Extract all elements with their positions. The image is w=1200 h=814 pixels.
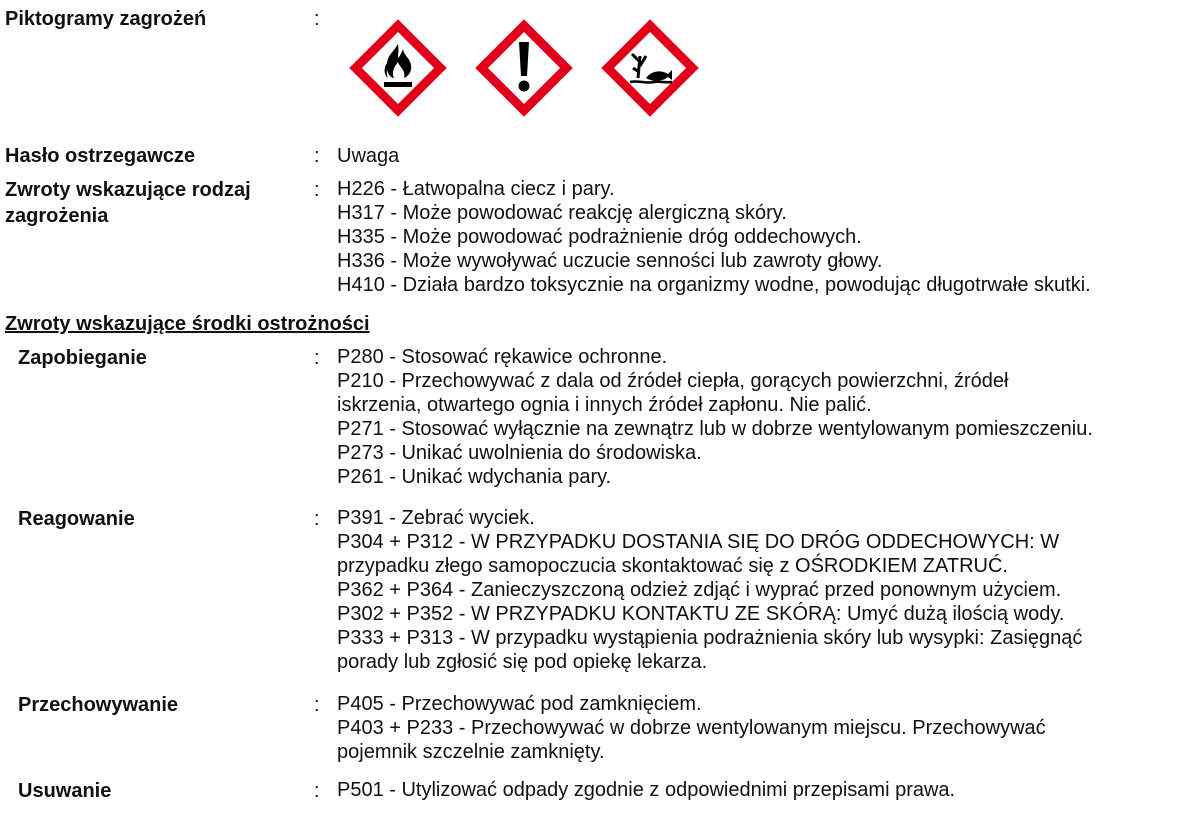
response-label: Reagowanie — [18, 508, 135, 530]
hazard-statement: H317 - Może powodować reakcję alergiczną skóry. — [337, 202, 787, 224]
response-statements — [337, 506, 1082, 674]
prevention-label: Zapobieganie — [18, 347, 147, 369]
disposal-label: Usuwanie — [18, 780, 112, 802]
prevention-statements — [337, 345, 1093, 489]
signal-word-value: Uwaga — [337, 145, 400, 167]
hazard-statement: H226 - Łatwopalna ciecz i pary. — [337, 178, 615, 200]
precaution-statement: iskrzenia, otwartego ognia i innych źródeł zapłonu. Nie palić. — [337, 394, 872, 416]
pictograms-colon: : — [314, 8, 320, 30]
environment-pictogram-icon — [598, 16, 702, 120]
precaution-statement: P210 - Przechowywać z dala od źródeł ciepła, gorących powierzchni, źródeł — [337, 370, 1009, 392]
exclamation-pictogram-icon — [472, 16, 576, 120]
precaution-statement: porady lub zgłosić się pod opiekę lekarza. — [337, 651, 708, 673]
storage-statements — [337, 692, 1046, 764]
precaution-statement: przypadku złego samopoczucia skontaktować się z OŚRODKIEM ZATRUĆ. — [337, 555, 1008, 577]
storage-label: Przechowywanie — [18, 694, 179, 716]
disposal-colon: : — [314, 780, 320, 802]
hazard-statement: H336 - Może wywoływać uczucie senności lub zawroty głowy. — [337, 250, 883, 272]
precaution-statement: P405 - Przechowywać pod zamknięciem. — [337, 693, 702, 715]
storage-colon: : — [314, 694, 320, 716]
precaution-statement: P271 - Stosować wyłącznie na zewnątrz lub w dobrze wentylowanym pomieszczeniu. — [337, 418, 1093, 440]
flame-pictogram-icon — [346, 16, 450, 120]
signal-word-colon: : — [314, 145, 320, 167]
precaution-statement: pojemnik szczelnie zamknięty. — [337, 741, 605, 763]
hazard-statements-list — [337, 177, 1091, 297]
precaution-statement: P501 - Utylizować odpady zgodnie z odpowiednimi przepisami prawa. — [337, 779, 956, 801]
precaution-statement: P280 - Stosować rękawice ochronne. — [337, 346, 668, 368]
precaution-statement: P304 + P312 - W PRZYPADKU DOSTANIA SIĘ DO DRÓG ODDECHOWYCH: W — [337, 531, 1060, 553]
precaution-statement: P362 + P364 - Zanieczyszczoną odzież zdjąć i wyprać przed ponownym użyciem. — [337, 579, 1062, 601]
precaution-statement: P391 - Zebrać wyciek. — [337, 507, 535, 529]
disposal-statements — [337, 778, 955, 802]
hazard-statements-label-line2: zagrożenia — [5, 205, 109, 227]
pictograms-label: Piktogramy zagrożeń — [5, 8, 207, 30]
response-colon: : — [314, 508, 320, 530]
hazard-statement: H410 - Działa bardzo toksycznie na organizmy wodne, powodując długotrwałe skutki. — [337, 274, 1091, 296]
precaution-statement: P261 - Unikać wdychania pary. — [337, 466, 612, 488]
prevention-colon: : — [314, 347, 320, 369]
hazard-statements-colon: : — [314, 179, 320, 201]
precautionary-heading: Zwroty wskazujące środki ostrożności — [5, 313, 370, 335]
signal-word-label: Hasło ostrzegawcze — [5, 145, 196, 167]
precaution-statement: P403 + P233 - Przechowywać w dobrze wentylowanym miejscu. Przechowywać — [337, 717, 1046, 739]
hazard-statement: H335 - Może powodować podrażnienie dróg oddechowych. — [337, 226, 862, 248]
hazard-statements-label-line1: Zwroty wskazujące rodzaj — [5, 179, 251, 201]
precaution-statement: P333 + P313 - W przypadku wystąpienia podrażnienia skóry lub wysypki: Zasięgnąć — [337, 627, 1083, 649]
precaution-statement: P273 - Unikać uwolnienia do środowiska. — [337, 442, 702, 464]
precaution-statement: P302 + P352 - W PRZYPADKU KONTAKTU ZE SKÓRĄ: Umyć dużą ilością wody. — [337, 603, 1065, 625]
